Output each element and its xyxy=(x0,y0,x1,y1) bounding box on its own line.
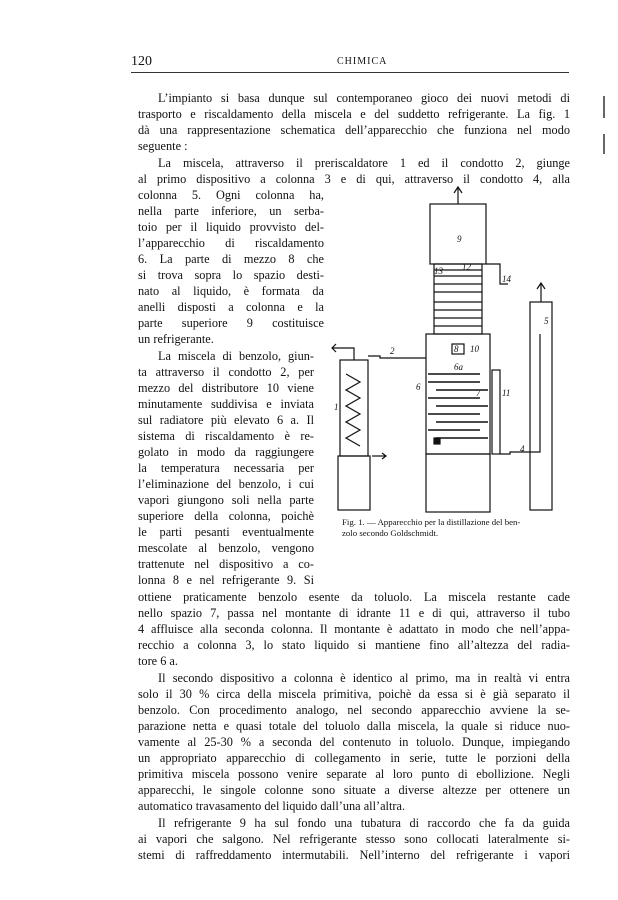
text-line: La miscela di benzolo, giun- xyxy=(158,349,314,363)
text-line: minutamente suddivisa e inviata xyxy=(138,397,314,411)
text-line: mezzo del distributore 10 viene xyxy=(138,381,314,395)
text-line: 4 affluisce alla seconda colonna. Il montante è adattato in modo che nell’appa- xyxy=(138,622,570,636)
preheater-1 xyxy=(340,360,368,456)
text-line: ta attraverso il condotto 2, per xyxy=(138,365,314,379)
text-line: toio per il liquido provvisto del- xyxy=(138,220,324,234)
text-line: golato in modo da raggiungere xyxy=(138,445,314,459)
text-line: nella parte inferiore, un serba- xyxy=(138,204,324,218)
label-6: 6 xyxy=(416,382,421,392)
text-line: un appropriato apparecchio di collegamento in serie, tutte le porzioni della xyxy=(138,751,570,765)
page-number: 120 xyxy=(131,54,152,69)
apparatus-diagram xyxy=(330,184,574,514)
text-line: al primo dispositivo a colonna 3 e di qui, attraverso il condotto 4, alla xyxy=(138,172,570,186)
margin-mark xyxy=(603,96,605,118)
text-line: l’eliminazione del benzolo, i cui xyxy=(138,477,314,491)
label-11: 11 xyxy=(502,388,511,398)
label-1: 1 xyxy=(334,402,339,412)
text-line: parazione netta e quasi totale del toluolo dalla miscela, la quale si riduce nuo- xyxy=(138,719,570,733)
text-line: primitiva miscela possono venire separate al loro punto di ebollizione. Negli xyxy=(138,767,570,781)
text-line: solo il 30 % circa della miscela primitiva, poichè da essa si è già separato il xyxy=(138,687,570,701)
text-line: 6. La parte di mezzo 8 che xyxy=(138,252,324,266)
text-line: trattenute nel dispositivo a co- xyxy=(138,557,314,571)
label-10: 10 xyxy=(470,344,479,354)
text-line: vapori giungono soli nella parte xyxy=(138,493,314,507)
text-line: ottiene praticamente benzolo esente da toluolo. La miscela restante cade xyxy=(138,590,570,604)
text-line: nato al liquido, è formata da xyxy=(138,284,324,298)
running-title: CHIMICA xyxy=(337,56,388,67)
text-line: tore 6 a. xyxy=(138,654,178,668)
text-line: parte superiore 9 costituisce xyxy=(138,316,324,330)
preheater-coil xyxy=(346,374,360,446)
page-header xyxy=(131,54,569,73)
second-column-5 xyxy=(530,302,552,510)
text-line: dà una rappresentazione schematica dell’apparecchio che funziona nel modo xyxy=(138,123,570,137)
text-line: seguente : xyxy=(138,139,188,153)
text-line: un refrigerante. xyxy=(138,332,214,346)
text-line: Il refrigerante 9 ha sul fondo una tubatura di raccordo che fa da guida xyxy=(158,816,570,830)
text-line: trasporto e riscaldamento della miscela e del suddetto refrigerante. La fig. 1 xyxy=(138,107,570,121)
label-5: 5 xyxy=(544,316,549,326)
text-line: automatico travasamento del liquido dall’una all’altra. xyxy=(138,799,406,813)
column-base xyxy=(426,454,490,512)
text-line: lonna 8 e nel refrigerante 9. Si xyxy=(138,573,314,587)
feed-inlet xyxy=(332,348,354,360)
text-line: ai vapori che salgono. Nel refrigerante stesso sono collocati lateralmente si- xyxy=(138,832,570,846)
label-13: 13 xyxy=(434,266,443,276)
text-line: vamente al 25-30 % a seconda del contenuto in toluolo. Dunque, impiegando xyxy=(138,735,570,749)
riser-11 xyxy=(492,370,500,454)
text-line: nello spazio 7, passa nel montante di idrante 11 e di qui, attraverso il tubo xyxy=(138,606,570,620)
conduit-2 xyxy=(368,356,426,358)
text-line: benzolo. Con procedimento analogo, nel secondo apparecchio avviene la se- xyxy=(138,703,570,717)
figure-caption xyxy=(342,517,574,539)
text-line: si trova sopra lo spazio desti- xyxy=(138,268,324,282)
text-line: mescolate al benzolo, vengono xyxy=(138,541,314,555)
radiator-coil xyxy=(428,374,488,438)
text-line: apparecchi, le singole colonne sono situate a diverse altezze per ottenere un xyxy=(138,783,570,797)
text-line: sistema di riscaldamento è re- xyxy=(138,429,314,443)
text-line: la temperatura necessaria per xyxy=(138,461,314,475)
label-12: 12 xyxy=(462,262,471,272)
caption-line: Fig. 1. — Apparecchio per la distillazione del ben- xyxy=(342,517,521,527)
text-line: anelli disposti a colonna e la xyxy=(138,300,324,314)
label-6a: 6a xyxy=(454,362,463,372)
text-line: La miscela, attraverso il preriscaldatore 1 ed il condotto 2, giunge xyxy=(158,156,570,170)
caption-line: zolo secondo Goldschmidt. xyxy=(342,528,439,538)
preheater-base xyxy=(338,456,370,510)
text-line: Il secondo dispositivo a colonna è identico al primo, ma in realtà vi entra xyxy=(158,671,570,685)
label-7: 7 xyxy=(476,388,481,398)
text-line: L’impianto si basa dunque sul contemporaneo gioco dei nuovi metodi di xyxy=(158,91,570,105)
text-line: sul radiatore più elevato 6 a. Il xyxy=(138,413,314,427)
text-line: stemi di raffreddamento intermutabili. Nell’interno del refrigerante i vapori xyxy=(138,848,570,862)
margin-mark xyxy=(603,134,605,154)
text-line: superiore della colonna, poichè xyxy=(138,509,314,523)
label-8: 8 xyxy=(454,344,459,354)
label-4: 4 xyxy=(520,444,525,454)
label-14: 14 xyxy=(502,274,511,284)
label-9: 9 xyxy=(457,234,462,244)
valve-icon xyxy=(434,438,440,444)
text-line: le parti pesanti eventualmente xyxy=(138,525,314,539)
label-2: 2 xyxy=(390,346,395,356)
text-line: recchio a colonna 3, lo stato liquido si mantiene fino all’altezza del radia- xyxy=(138,638,570,652)
text-line: colonna 5. Ogni colonna ha, xyxy=(138,188,324,202)
distillation-apparatus-figure xyxy=(330,184,574,514)
text-line: l’apparecchio di riscaldamento xyxy=(138,236,324,250)
